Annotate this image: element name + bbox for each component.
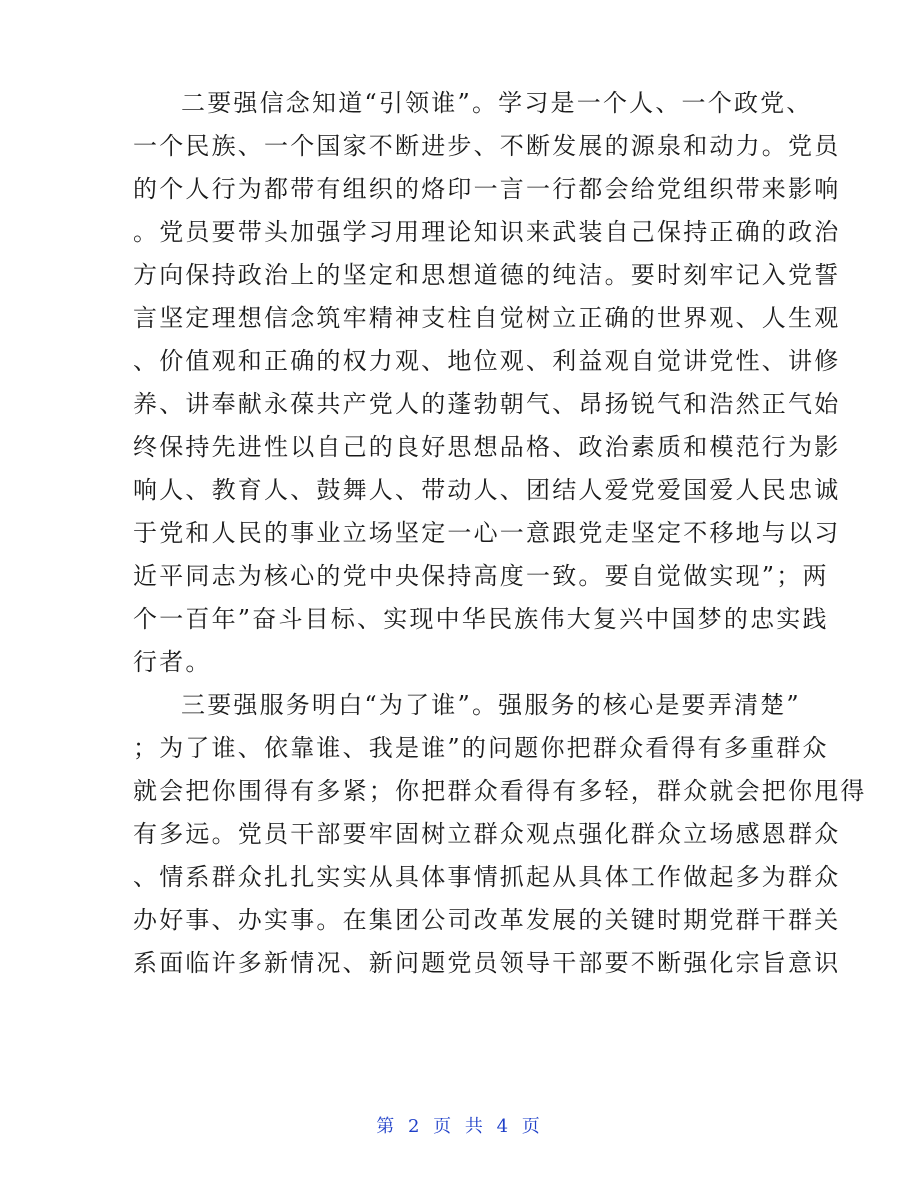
text-line: 二要强信念知道“引领谁”。学习是一个人、一个政党、 [181, 89, 813, 117]
text-line: 近平同志为核心的党中央保持高度一致。要自觉做实现”；两 [133, 562, 829, 590]
text-line: 就会把你围得有多紧；你把群众看得有多轻，群众就会把你甩得 [133, 777, 867, 805]
text-line: 、情系群众扎扎实实从具体事情抓起从具体工作做起多为群众 [133, 863, 841, 891]
text-line: 响人、教育人、鼓舞人、带动人、团结人爱党爱国爱人民忠诚 [133, 476, 841, 504]
text-line: 的个人行为都带有组织的烙印一言一行都会给党组织带来影响 [133, 175, 841, 203]
text-line: 三要强服务明白“为了谁”。强服务的核心是要弄清楚” [181, 691, 801, 719]
page-number-footer: 第 2 页 共 4 页 [376, 1116, 544, 1137]
text-line: 系面临许多新情况、新问题党员领导干部要不断强化宗旨意识 [133, 949, 841, 977]
text-line: 终保持先进性以自己的良好思想品格、政治素质和模范行为影 [133, 433, 841, 461]
text-line: 养、讲奉献永葆共产党人的蓬勃朝气、昂扬锐气和浩然正气始 [133, 390, 841, 418]
text-line: 办好事、办实事。在集团公司改革发展的关键时期党群干群关 [133, 906, 841, 934]
text-line: 。党员要带头加强学习用理论知识来武装自己保持正确的政治 [133, 218, 841, 246]
paragraph-1 [133, 82, 841, 684]
text-line: 、价值观和正确的权力观、地位观、利益观自觉讲党性、讲修 [133, 347, 841, 375]
text-line: 方向保持政治上的坚定和思想道德的纯洁。要时刻牢记入党誓 [133, 261, 841, 289]
text-line: 于党和人民的事业立场坚定一心一意跟党走坚定不移地与以习 [133, 519, 841, 547]
text-line: ；为了谁、依靠谁、我是谁”的问题你把群众看得有多重群众 [133, 734, 829, 762]
text-line: 行者。 [133, 648, 212, 676]
document-body [133, 82, 867, 985]
text-line: 个一百年”奋斗目标、实现中华民族伟大复兴中国梦的忠实践 [133, 605, 829, 633]
text-line: 一个民族、一个国家不断进步、不断发展的源泉和动力。党员 [133, 132, 841, 160]
text-line: 有多远。党员干部要牢固树立群众观点强化群众立场感恩群众 [133, 820, 841, 848]
text-line: 言坚定理想信念筑牢精神支柱自觉树立正确的世界观、人生观 [133, 304, 841, 332]
paragraph-2 [133, 684, 867, 985]
